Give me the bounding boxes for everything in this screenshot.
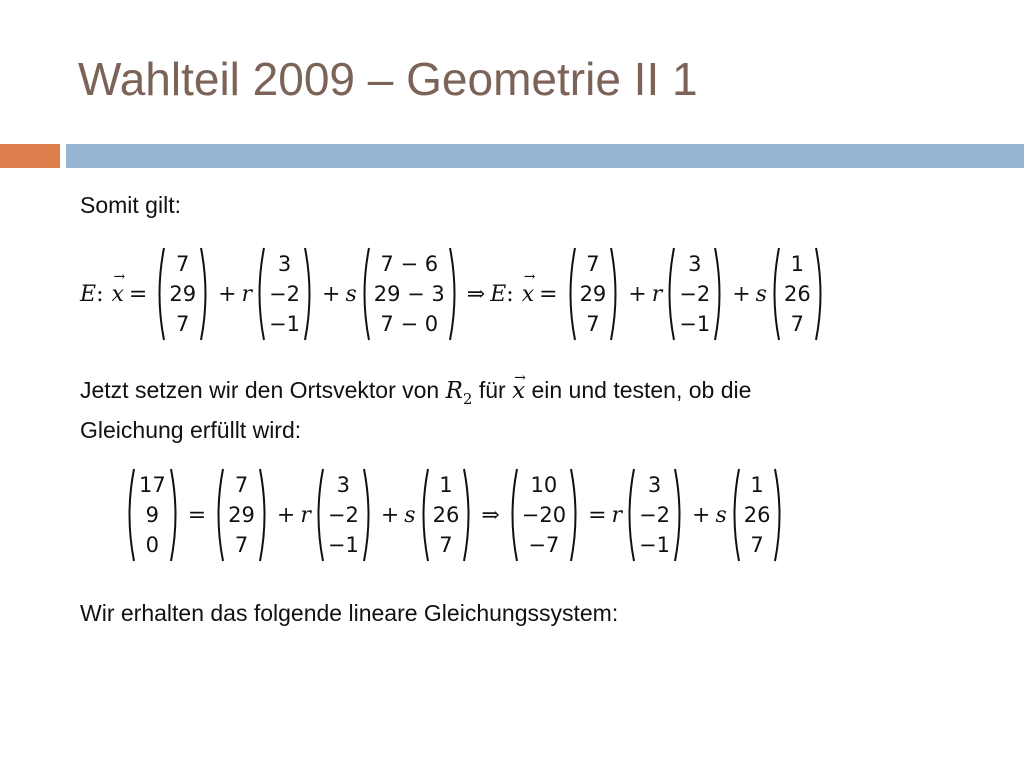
paragraph-system: Wir erhalten das folgende lineare Gleichungssystem:	[80, 600, 619, 626]
vector-component: −1	[639, 533, 671, 557]
plus-sign: +	[380, 502, 400, 528]
equals-sign: =	[128, 281, 148, 307]
left-parenthesis	[565, 246, 576, 342]
vector-components	[224, 467, 259, 563]
right-parenthesis	[170, 467, 181, 563]
accent-bar-blue	[66, 144, 1024, 168]
vector-component: 7	[439, 533, 453, 557]
vector-components	[740, 467, 775, 563]
vector-components	[135, 467, 170, 563]
right-parenthesis	[449, 246, 460, 342]
plus-sign: +	[276, 502, 296, 528]
vector-difference-result	[507, 467, 581, 563]
plane-symbol: E	[490, 281, 507, 307]
vector-component: −1	[269, 312, 301, 336]
parameter-s: s	[404, 502, 416, 528]
vector-component: 29	[169, 282, 197, 306]
implies-arrow: ⇒	[481, 502, 500, 528]
equation-test	[122, 467, 787, 563]
plus-sign: +	[692, 502, 711, 528]
vector-component: 7 − 6	[380, 252, 439, 276]
left-parenthesis	[624, 467, 635, 563]
vector-component: −1	[327, 533, 359, 557]
vector-component: 7	[750, 533, 764, 557]
implies-arrow: ⇒	[466, 281, 486, 307]
vector-components	[635, 467, 674, 563]
vector-support	[154, 246, 211, 342]
vector-component: 1	[439, 473, 453, 497]
vector-component: 17	[139, 473, 166, 497]
equals-sign: =	[588, 502, 607, 528]
parameter-r: r	[300, 502, 311, 528]
text-segment: für	[472, 377, 513, 403]
text-segment: ein und testen, ob die	[525, 377, 752, 403]
vector-components	[675, 246, 714, 342]
vector-component: 7	[586, 252, 600, 276]
vector-component: −20	[521, 503, 567, 527]
parameter-s: s	[715, 502, 727, 528]
vector-component: 3	[647, 473, 662, 497]
vector-direction-1	[624, 467, 685, 563]
left-parenthesis	[124, 467, 135, 563]
parameter-r: r	[611, 502, 623, 528]
vector-component: 26	[432, 503, 460, 527]
vector-direction-2	[769, 246, 826, 342]
right-parenthesis	[363, 467, 374, 563]
parameter-r: r	[651, 281, 663, 307]
right-parenthesis	[674, 467, 685, 563]
left-parenthesis	[313, 467, 324, 563]
vector-component: −1	[679, 312, 711, 336]
vector-component: 29 − 3	[373, 282, 445, 306]
paragraph-insert-vector	[80, 375, 751, 446]
left-parenthesis	[418, 467, 429, 563]
vector-component: 0	[145, 533, 160, 557]
vector-components	[165, 246, 200, 342]
vector-components	[429, 467, 464, 563]
vector-components	[518, 467, 570, 563]
left-parenthesis	[507, 467, 518, 563]
equation-plane	[80, 246, 828, 342]
vector-components	[780, 246, 815, 342]
left-parenthesis	[213, 467, 224, 563]
right-parenthesis	[610, 246, 621, 342]
vector-support	[565, 246, 622, 342]
vector-components	[265, 246, 304, 342]
left-parenthesis	[254, 246, 265, 342]
right-parenthesis	[304, 246, 315, 342]
vector-point-r2	[124, 467, 181, 563]
left-parenthesis	[359, 246, 370, 342]
vector-direction-2	[418, 467, 475, 563]
left-parenthesis	[664, 246, 675, 342]
point-symbol: $R_2$	[445, 378, 473, 408]
vector-component: 1	[750, 473, 764, 497]
slide-title: Wahlteil 2009 – Geometrie II 1	[78, 53, 698, 105]
right-parenthesis	[200, 246, 211, 342]
equals-sign: =	[539, 281, 558, 307]
vector-component: 7	[176, 312, 190, 336]
vector-direction-1	[313, 467, 374, 563]
vector-component: 26	[743, 503, 771, 527]
vector-component: 3	[688, 252, 702, 276]
left-parenthesis	[729, 467, 740, 563]
vector-component: 7	[234, 533, 249, 557]
vector-component: 7	[586, 312, 600, 336]
vector-component: 3	[277, 252, 292, 276]
right-parenthesis	[774, 467, 785, 563]
vector-direction-1	[254, 246, 315, 342]
vector-component: 7	[790, 312, 805, 336]
vector-component: −2	[269, 282, 301, 306]
colon: :	[506, 281, 514, 307]
plus-sign: +	[732, 281, 751, 307]
plus-sign: +	[218, 281, 237, 307]
right-parenthesis	[815, 246, 826, 342]
vector-components	[576, 246, 611, 342]
right-parenthesis	[259, 467, 270, 563]
vector-x-symbol: → x	[512, 376, 525, 407]
vector-component: −2	[639, 503, 671, 527]
vector-component: −2	[679, 282, 711, 306]
vector-support	[213, 467, 270, 563]
accent-bar-orange	[0, 144, 60, 168]
vector-component: −2	[327, 503, 359, 527]
left-parenthesis	[154, 246, 165, 342]
parameter-r: r	[241, 281, 253, 307]
plane-symbol: E	[80, 281, 97, 307]
left-parenthesis	[769, 246, 780, 342]
text-segment: Gleichung erfüllt wird:	[80, 417, 302, 443]
vector-direction-1	[664, 246, 725, 342]
vector-x-symbol: → x	[522, 282, 534, 307]
vector-component: 26	[783, 282, 811, 306]
vector-difference	[359, 246, 460, 342]
plus-sign: +	[322, 281, 341, 307]
right-parenthesis	[463, 467, 474, 563]
vector-x-symbol: → x	[111, 282, 123, 307]
vector-component: 29	[228, 503, 255, 527]
equals-sign: =	[187, 502, 207, 528]
parameter-s: s	[755, 281, 767, 307]
vector-component: 1	[790, 252, 805, 276]
text-segment: Jetzt setzen wir den Ortsvektor von	[80, 377, 446, 403]
vector-direction-2	[729, 467, 786, 563]
vector-component: 29	[579, 282, 607, 306]
paragraph-somit-gilt: Somit gilt:	[80, 192, 181, 218]
vector-components	[324, 467, 363, 563]
vector-component: 7	[176, 252, 190, 276]
vector-component: 7	[234, 473, 249, 497]
colon: :	[96, 281, 104, 307]
vector-component: 9	[145, 503, 160, 527]
vector-component: 7 − 0	[380, 312, 439, 336]
vector-component: −7	[528, 533, 560, 557]
vector-component: 3	[336, 473, 351, 497]
right-parenthesis	[714, 246, 725, 342]
plus-sign: +	[628, 281, 647, 307]
right-parenthesis	[570, 467, 581, 563]
vector-components	[370, 246, 449, 342]
parameter-s: s	[345, 281, 357, 307]
vector-component: 10	[530, 473, 558, 497]
